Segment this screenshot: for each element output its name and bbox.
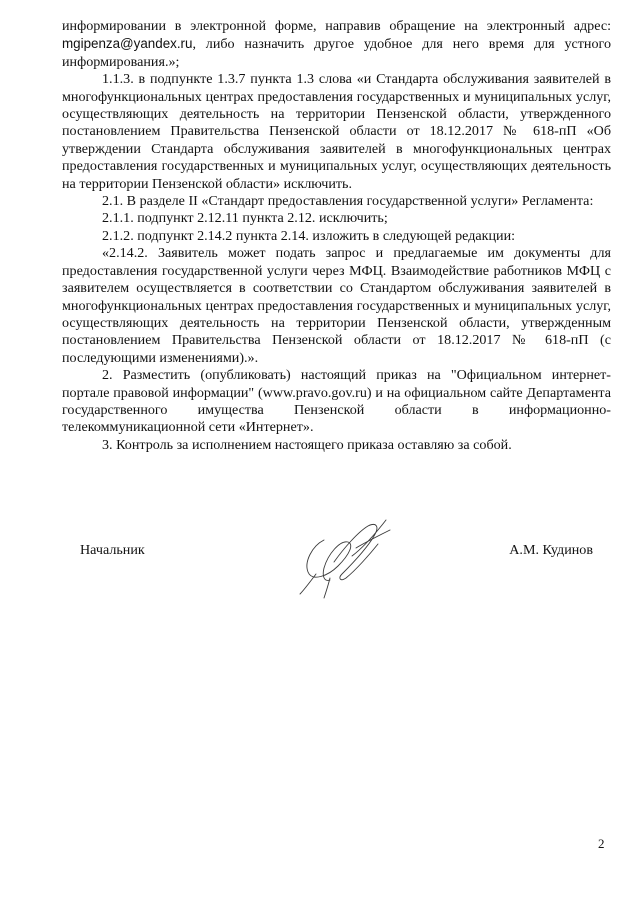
signature-block — [62, 512, 611, 602]
paragraph-text: 2.1.2. подпункт 2.14.2 пункта 2.14. изложить в следующей редакции: — [102, 227, 516, 244]
paragraph-text: 1.1.3. в подпункте 1.3.7 пункта 1.3 слова «и Стандарта обслуживания заявителей в многофункциональных центрах предоставления государственных и муниципальных услуг, осуществляющих деятельность на территории Пензенской области, утвержденного постановлением Правительства Пензенской области от 18.12.2017 № 618-пП «Об утверждении Стандарта обслуживания заявителей в многофункциональных центрах предоставления государственных и муниципальных услуг, осуществляющих деятельность на территории Пензенской области» исключить. — [62, 71, 611, 192]
paragraph-p-2-1-2 — [62, 228, 611, 245]
paragraph-p-2-14-2 — [62, 245, 611, 367]
paragraph-text: 3. Контроль за исполнением настоящего приказа оставляю за собой. — [102, 436, 512, 453]
signatory-name: А.М. Кудинов — [509, 542, 593, 558]
paragraph-text: 2.1.1. подпункт 2.12.11 пункта 2.12. исключить; — [102, 210, 388, 227]
paragraph-p-1-1-3 — [62, 71, 611, 193]
page-number: 2 — [598, 836, 605, 851]
paragraph-text: информировании в электронной форме, направив обращение на электронный адрес: — [62, 18, 611, 34]
paragraph-text: 2. Разместить (опубликовать) настоящий приказ на "Официальном интернет-портале правовой информации" (www.pravo.gov.ru) и на официальном сайте Департамента государственного имущества Пензенской области в информационно-телекоммуникационной сети «Интернет». — [62, 367, 611, 436]
paragraph-p-continuation — [62, 18, 611, 71]
paragraph-text: 2.1. В разделе II «Стандарт предоставления государственной услуги» Регламента: — [102, 193, 594, 210]
handwritten-signature-icon — [294, 512, 404, 602]
email-address: mgipenza@yandex.ru — [62, 36, 193, 52]
signatory-position: Начальник — [80, 542, 145, 558]
paragraph-p-2-1-1 — [62, 210, 611, 227]
paragraph-p-3 — [62, 437, 611, 454]
paragraph-p-2 — [62, 367, 611, 437]
document-body — [62, 18, 611, 454]
paragraph-text: «2.14.2. Заявитель может подать запрос и предлагаемые им документы для предоставления государственной услуги через МФЦ. Взаимодействие работников МФЦ с заявителем осуществляется в соответствии со Стандартом обслуживания заявителей в многофункциональных центрах предоставления государственных и муниципальных услуг, осуществляющих деятельность на территории Пензенской области, утвержденным постановлением Правительства Пензенской области от 18.12.2017 № 618-пП (с последующими изменениями).». — [62, 245, 611, 366]
paragraph-p-2-1 — [62, 193, 611, 210]
paragraph-text: , либо назначить другое удобное для него время для устного информирования.»; — [62, 36, 611, 70]
